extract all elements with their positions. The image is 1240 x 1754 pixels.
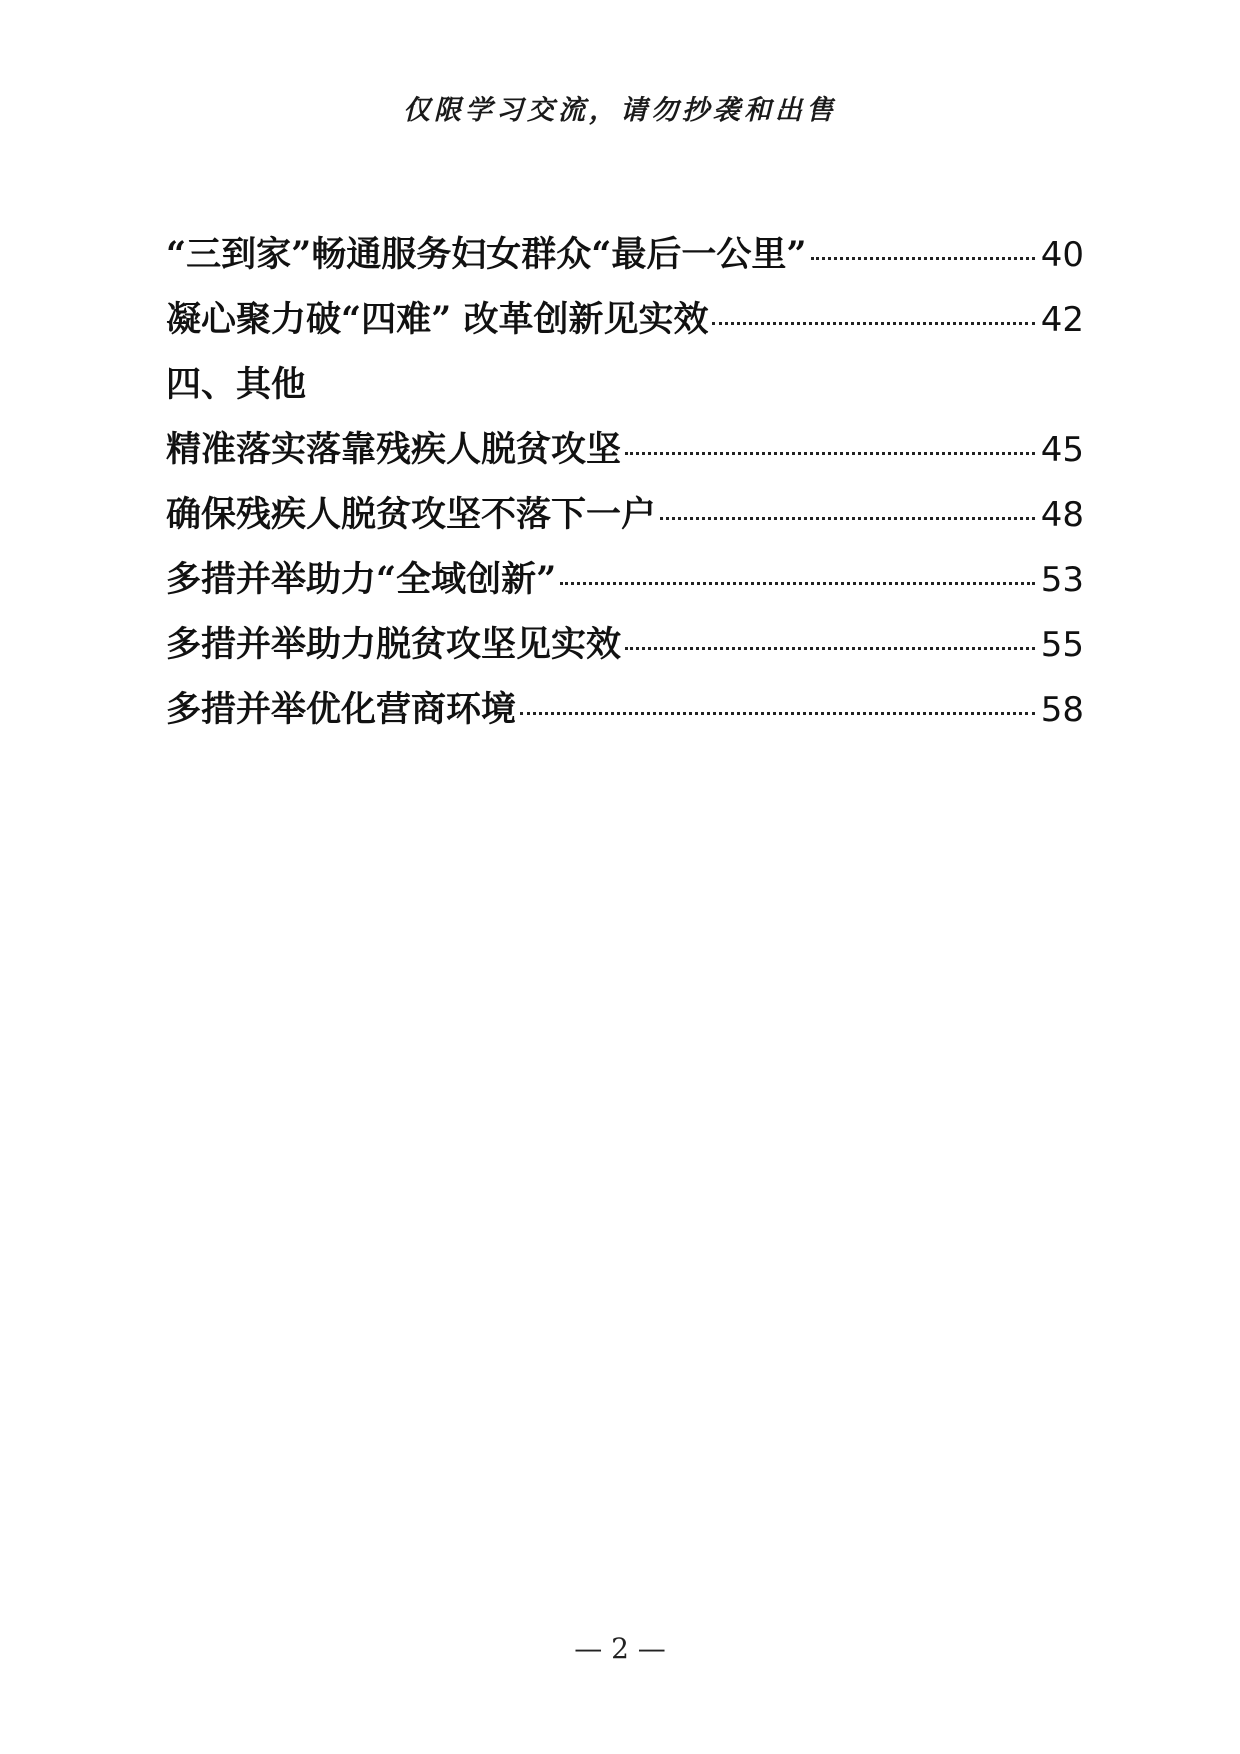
- toc-entry-title: “三到家”畅通服务妇女群众“最后一公里”: [166, 234, 807, 275]
- toc-entry-title: 多措并举助力脱贫攻坚见实效: [166, 624, 622, 665]
- toc-entry-title: 多措并举优化营商环境: [166, 689, 517, 730]
- toc-dot-leader: [625, 452, 1035, 455]
- toc-dot-leader: [560, 582, 1034, 585]
- toc-entry[interactable]: [166, 417, 1084, 482]
- toc-dot-leader: [660, 517, 1035, 520]
- table-of-contents: [166, 222, 1084, 742]
- toc-entry-title: 多措并举助力“全域创新”: [166, 559, 557, 600]
- page-number: — 2 —: [574, 1632, 666, 1665]
- toc-entry-page: 40: [1040, 235, 1084, 275]
- toc-entry-title: 凝心聚力破“四难” 改革创新见实效: [166, 299, 709, 340]
- header-notice: 仅限学习交流，请勿抄袭和出售: [403, 95, 837, 126]
- toc-dot-leader: [625, 647, 1035, 650]
- toc-section-heading: 四、其他: [166, 364, 307, 405]
- toc-entry-page: 45: [1040, 430, 1084, 470]
- toc-entry-page: 48: [1040, 495, 1084, 535]
- toc-entry[interactable]: [166, 222, 1084, 287]
- toc-entry-title: 确保残疾人脱贫攻坚不落下一户: [166, 494, 657, 535]
- toc-entry[interactable]: [166, 287, 1084, 352]
- toc-entry-page: 42: [1040, 300, 1084, 340]
- toc-entry[interactable]: [166, 677, 1084, 742]
- toc-entry-page: 53: [1040, 560, 1084, 600]
- toc-entry[interactable]: [166, 482, 1084, 547]
- toc-dot-leader: [520, 712, 1035, 715]
- toc-entry-title: 精准落实落靠残疾人脱贫攻坚: [166, 429, 622, 470]
- toc-dot-leader: [712, 322, 1034, 325]
- toc-entry[interactable]: [166, 547, 1084, 612]
- toc-entry[interactable]: [166, 612, 1084, 677]
- toc-dot-leader: [811, 257, 1035, 260]
- toc-entry-page: 58: [1040, 690, 1084, 730]
- toc-entry-page: 55: [1040, 625, 1084, 665]
